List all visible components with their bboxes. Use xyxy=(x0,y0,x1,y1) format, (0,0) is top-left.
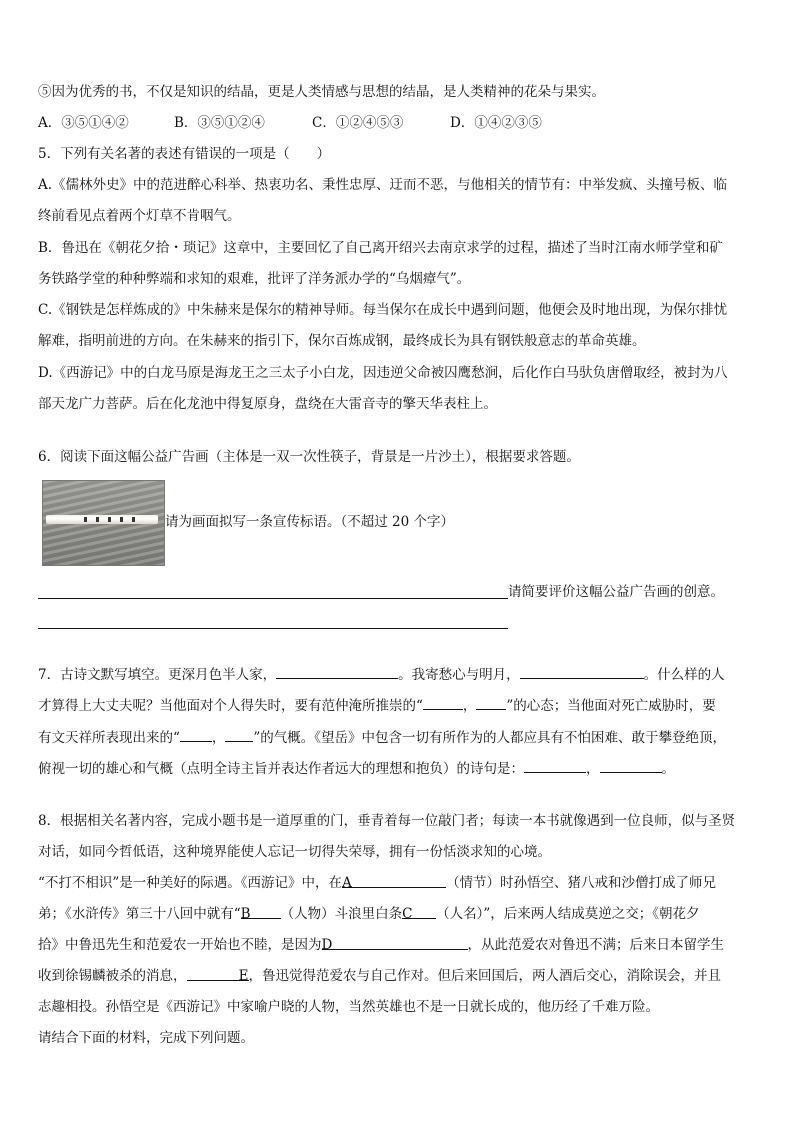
q5-option-d-line2[interactable]: 部天龙广力菩萨。后在化龙池中得复原身，盘绕在大雷音寺的擎天华表柱上。 xyxy=(38,396,497,412)
q8-line-6: 收到徐锡麟被杀的消息， E，鲁迅觉得范爱农与自己作对。但后来回国后，两人酒后交心，消除误会，并且 xyxy=(38,968,721,984)
q8-line-5: 拾》中鲁迅先生和范爱农一开始也不睦，是因为D ，从此范爱农对鲁迅不满；后来日本留学生 xyxy=(38,937,724,953)
q4-option-b[interactable]: B．③⑤①②④ xyxy=(174,115,265,131)
q4-option-d[interactable]: D．①④②③⑤ xyxy=(450,115,542,131)
q7-line-1: 7．古诗文默写填空。更深月色半人家， 。我寄愁心与明月， 。什么样的人 xyxy=(38,664,725,685)
q4-option-c[interactable]: C．①②④⑤③ xyxy=(312,115,404,131)
q7-line-3: 有文天祥所表现出来的“ ， ”的气概。《望岳》中包含一切有所作为的人都应具有不怕困难、敢于攀登绝顶， xyxy=(38,727,726,748)
q5-stem: 5．下列有关名著的表述有错误的一项是（ ） xyxy=(38,146,331,162)
q8-line-4: 弟；《水浒传》第三十八回中就有“B （人物）斗浪里白条C （人名）”，后来两人结成莫逆之交；《朝花夕 xyxy=(38,906,700,922)
q8-blank-b[interactable]: B xyxy=(241,904,281,919)
q6-prompt-evaluate: 请简要评价这幅公益广告画的创意。 xyxy=(508,584,724,600)
q5-option-c-line1[interactable]: C.《钢铁是怎样炼成的》中朱赫来是保尔的精神导师。每当保尔在成长中遇到问题，他便会及时地出现，为保尔排忧 xyxy=(38,302,728,318)
q4-item-5: ⑤因为优秀的书，不仅是知识的结晶，更是人类情感与思想的结晶，是人类精神的花朵与果实。 xyxy=(38,84,605,100)
q8-line-2: 对话，如同今哲低语，这种境界能使人忘记一切得失荣辱，拥有一份恬淡求知的心境。 xyxy=(38,844,551,860)
q7-blank-2[interactable] xyxy=(520,664,644,679)
q6-answer-line-1[interactable] xyxy=(38,598,508,599)
q5-option-b-line2[interactable]: 务铁路学堂的种种弊端和求知的艰难，批评了洋务派办学的“乌烟瘴气”。 xyxy=(38,271,471,287)
q5-option-d-line1[interactable]: D.《西游记》中的白龙马原是海龙王之三太子小白龙，因违逆父命被囚鹰愁涧，后化作白马驮负唐僧取经，被封为八 xyxy=(38,365,728,381)
q4-option-a[interactable]: A．③⑤①④② xyxy=(38,115,129,131)
q7-blank-4[interactable] xyxy=(476,695,506,710)
q8-blank-a[interactable]: A xyxy=(342,873,446,888)
q7-blank-7[interactable] xyxy=(524,758,586,773)
chopsticks-icon xyxy=(46,515,158,524)
q8-blank-e[interactable]: E xyxy=(187,966,249,981)
q5-option-a-line2[interactable]: 终前看见点着两个灯草不肯咽气。 xyxy=(38,208,241,224)
q7-blank-3[interactable] xyxy=(423,695,463,710)
q7-blank-1[interactable] xyxy=(276,664,398,679)
q8-line-1: 8．根据相关名著内容，完成小题书是一道厚重的门，垂青着每一位敲门者；每读一本书就像遇到一位良师，似与圣贤 xyxy=(38,813,736,829)
q7-blank-5[interactable] xyxy=(180,727,212,742)
ad-image-chopsticks-sand xyxy=(42,480,165,566)
q6-prompt-slogan: 请为画面拟写一条宣传标语。（不超过 20 个字） xyxy=(165,514,455,530)
q4-options xyxy=(38,113,542,133)
q8-blank-c[interactable]: C xyxy=(402,904,436,919)
q7-line-4: 俯视一切的雄心和气概（点明全诗主旨并表达作者远大的理想和抱负）的诗句是： ， 。 xyxy=(38,758,675,779)
q6-answer-line-2[interactable] xyxy=(38,628,508,629)
q7-blank-6[interactable] xyxy=(225,727,253,742)
q6-stem: 6．阅读下面这幅公益广告画（主体是一双一次性筷子，背景是一片沙土），根据要求答题。 xyxy=(38,449,580,465)
q8-blank-d[interactable]: D xyxy=(322,935,468,950)
q7-line-2: 才算得上大丈夫呢？当他面对个人得失时，要有范仲淹所推崇的“ ， ”的心态；当他面对死亡威胁时，要 xyxy=(38,695,716,716)
q8-line-3: “不打不相识”是一种美好的际遇。《西游记》中，在A （情节）时孙悟空、猪八戒和沙僧打成了师兄 xyxy=(38,875,717,891)
q5-option-a-line1[interactable]: A.《儒林外史》中的范进醉心科举、热衷功名、秉性忠厚、迂而不恶，与他相关的情节有：中举发疯、头撞号板、临 xyxy=(38,177,728,193)
q5-option-b-line1[interactable]: B．鲁迅在《朝花夕拾・琐记》这章中，主要回忆了自己离开绍兴去南京求学的过程，描述了当时江南水师学堂和矿 xyxy=(38,240,723,256)
q8-line-7: 志趣相投。孙悟空是《西游记》中家喻户晓的人物，当然英雄也不是一日就长成的，他历经了千难万险。 xyxy=(38,999,659,1015)
q5-option-c-line2[interactable]: 解难，指明前进的方向。在朱赫来的指引下，保尔百炼成钢，最终成长为具有钢铁般意志的革命英雄。 xyxy=(38,333,646,349)
q8-line-8: 请结合下面的材料，完成下列问题。 xyxy=(38,1030,254,1046)
q7-blank-8[interactable] xyxy=(600,758,662,773)
